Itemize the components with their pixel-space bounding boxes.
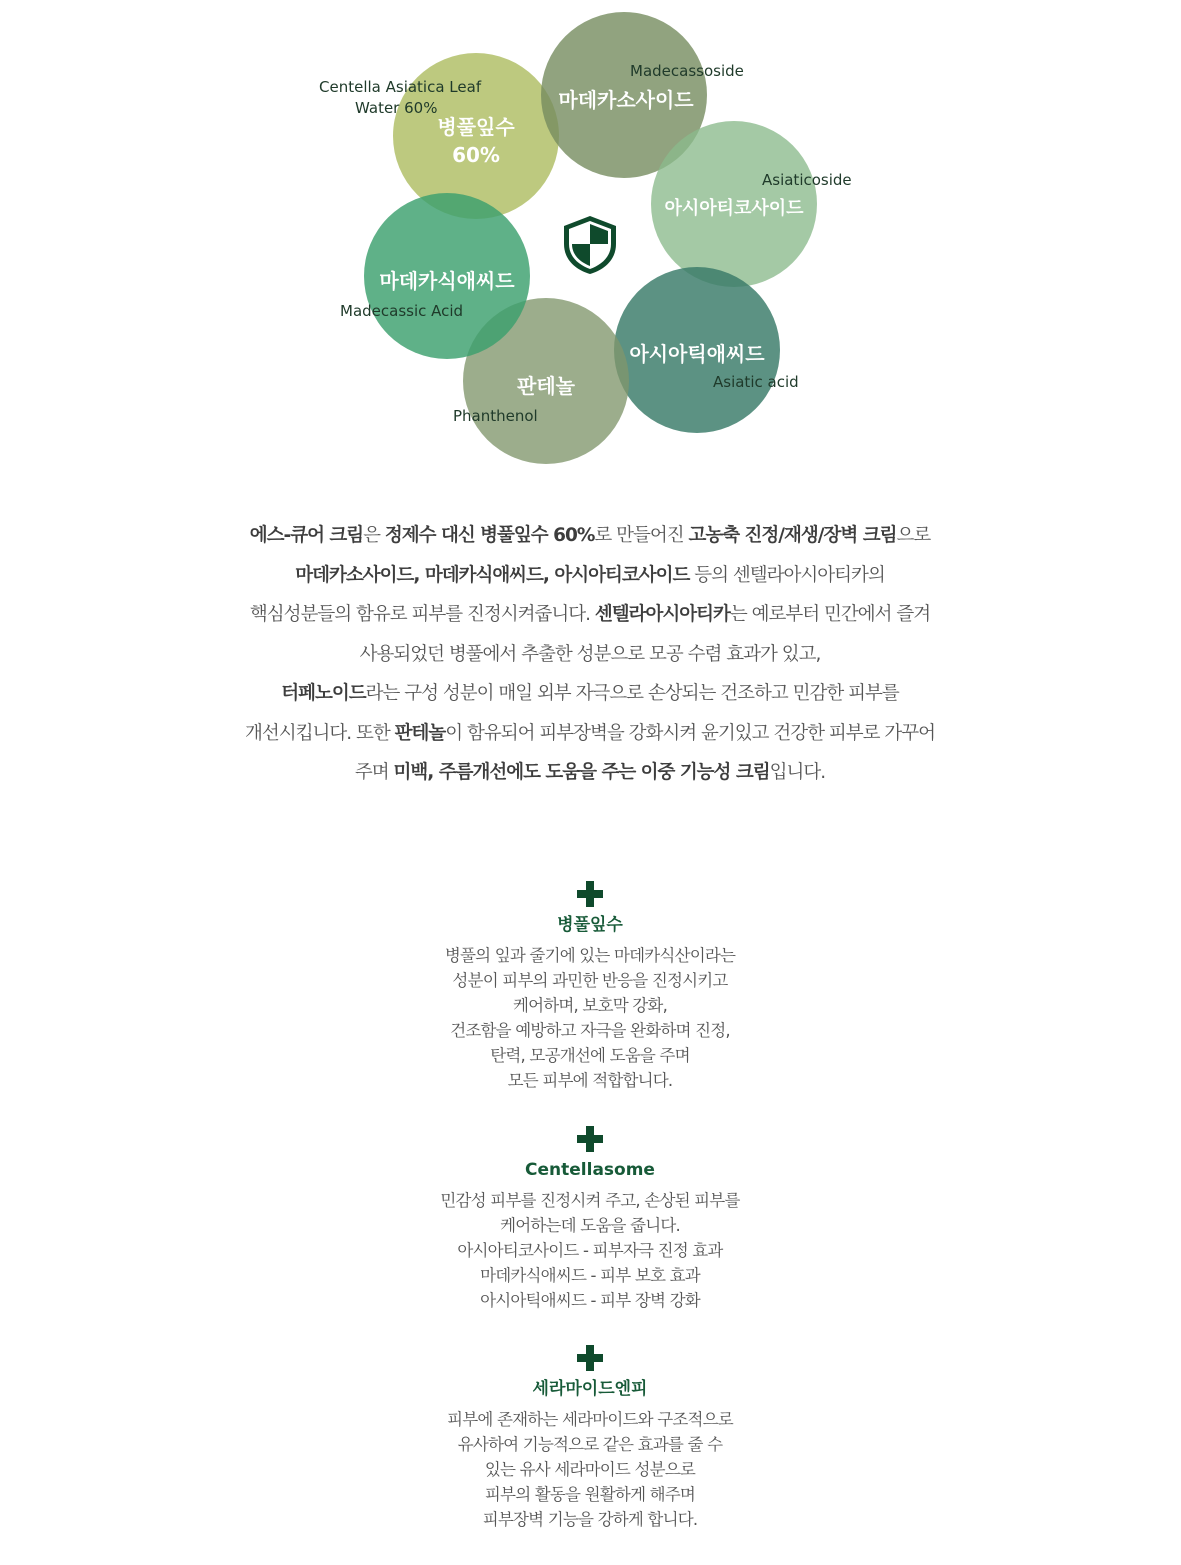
section-line: 모든 피부에 적합합니다. [507, 1071, 673, 1090]
circle-label-kr: 마데카식애씨드 [379, 269, 515, 293]
description-line: 에스-큐어 크림은 정제수 대신 병풀잎수 60%로 만들어진 고농축 진정/재생/장벽 크림으로 [249, 525, 931, 546]
description-line: 핵심성분들의 함유로 피부를 진정시켜줍니다. 센텔라아시아티카는 예로부터 민간에서 즐겨 [249, 604, 931, 625]
section-line: 민감성 피부를 진정시켜 주고, 손상된 피부를 [440, 1191, 740, 1210]
section-line: 탄력, 모공개선에 도움을 주며 [490, 1046, 690, 1065]
section-line: 건조함을 예방하고 자극을 완화하며 진정, [450, 1021, 730, 1040]
description-line: 터페노이드라는 구성 성분이 매일 외부 자극으로 손상되는 건조하고 민감한 피부를 [281, 683, 899, 704]
circle-label-en: Madecassoside [630, 62, 744, 80]
section-title: 병풀잎수 [557, 915, 623, 935]
section-line: 유사하여 기능적으로 같은 효과를 줄 수 [457, 1435, 723, 1454]
circle-label-kr: 아시아틱애씨드 [629, 342, 765, 366]
section-line: 마데카식애씨드 - 피부 보호 효과 [480, 1266, 700, 1285]
ingredient-section-centellasome [340, 1126, 840, 1313]
section-body [340, 1188, 840, 1313]
product-description [230, 516, 950, 793]
circle-label-kr: 60% [452, 143, 500, 167]
circle-label-en: Phanthenol [453, 407, 538, 425]
section-line: 피부장벽 기능을 강하게 합니다. [482, 1510, 698, 1529]
description-line: 마데카소사이드, 마데카식애씨드, 아시아티코사이드 등의 센텔라아시아티카의 [295, 564, 885, 586]
circle-label-en: Asiatic acid [713, 373, 799, 391]
section-line: 성분이 피부의 과민한 반응을 진정시키고 [452, 971, 728, 990]
description-line: 주며 미백, 주름개선에도 도움을 주는 이중 기능성 크림입니다. [354, 762, 826, 783]
ingredient-section-centella-water [340, 881, 840, 1093]
description-line: 사용되었던 병풀에서 추출한 성분으로 모공 수렴 효과가 있고, [359, 643, 821, 665]
circle-label-kr: 아시아티코사이드 [664, 198, 804, 219]
section-title: 세라마이드엔피 [532, 1379, 648, 1399]
shield-icon [561, 214, 619, 276]
plus-icon [577, 1126, 603, 1152]
ingredient-diagram [0, 0, 1181, 480]
section-line: 아시아티코사이드 - 피부자극 진정 효과 [457, 1241, 723, 1260]
circle-label-en: Madecassic Acid [340, 302, 464, 320]
section-title: Centellasome [525, 1160, 655, 1180]
section-line: 피부에 존재하는 세라마이드와 구조적으로 [447, 1410, 733, 1429]
circle-label-en: Asiaticoside [762, 171, 852, 189]
section-line: 케어하며, 보호막 강화, [512, 996, 668, 1015]
plus-icon [577, 881, 603, 907]
circle-label-kr: 판테놀 [517, 374, 575, 398]
plus-icon [577, 1345, 603, 1371]
section-line: 아시아틱애씨드 - 피부 장벽 강화 [480, 1291, 700, 1310]
description-line: 개선시킵니다. 또한 판테놀이 함유되어 피부장벽을 강화시켜 윤기있고 건강한 피부로 가꾸어 [245, 722, 935, 744]
section-line: 있는 유사 세라마이드 성분으로 [484, 1460, 696, 1479]
section-body [340, 943, 840, 1093]
section-line: 피부의 활동을 원활하게 해주며 [484, 1485, 696, 1504]
circle-label-en: Water 60% [355, 99, 438, 117]
section-line: 병풀의 잎과 줄기에 있는 마데카식산이라는 [444, 946, 736, 965]
section-line: 케어하는데 도움을 줍니다. [500, 1216, 680, 1235]
circle-label-kr: 병풀잎수 [437, 115, 515, 139]
section-body [340, 1407, 840, 1532]
circle-label-kr: 마데카소사이드 [558, 88, 694, 112]
circle-label-en: Centella Asiatica Leaf [319, 78, 482, 96]
ingredient-section-ceramide [340, 1345, 840, 1532]
